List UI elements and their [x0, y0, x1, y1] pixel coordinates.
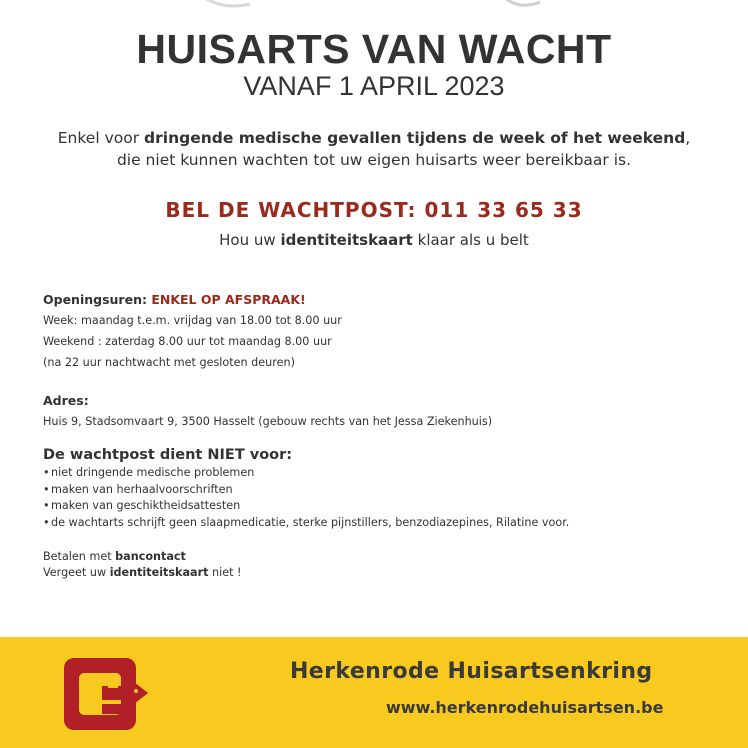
bullet-icon: •: [43, 466, 50, 479]
list-item: [43, 482, 723, 499]
website-link[interactable]: www.herkenrodehuisartsen.be: [386, 698, 664, 717]
page-title: HUISARTS VAN WACHT: [136, 26, 612, 72]
list-item: [43, 498, 723, 515]
bullet-icon: •: [43, 515, 50, 529]
list-item: [43, 515, 723, 532]
brand-name: Herkenrode Huisartsenkring: [290, 659, 653, 684]
payment-pre: Betalen met: [43, 550, 116, 563]
id-card-line: [43, 565, 723, 581]
id-reminder-post: klaar als u belt: [412, 231, 529, 249]
intro-text: [20, 127, 728, 171]
intro-line-1-bold: dringende medische gevallen tijdens de week of het weekend: [144, 129, 686, 147]
opening-hours-line: Week: maandag t.e.m. vrijdag van 18.00 tot 8.00 uur: [43, 314, 342, 327]
herkenrode-logo-icon: [62, 656, 150, 734]
id-reminder-bold: identiteitskaart: [280, 231, 413, 249]
list-item-text: maken van herhaalvoorschriften: [51, 482, 233, 496]
address-section: [43, 390, 723, 432]
list-item-text: maken van geschiktheidsattesten: [51, 499, 241, 512]
address-text: Huis 9, Stadsomvaart 9, 3500 Hasselt (gebouw rechts van het Jessa Ziekenhuis): [43, 415, 493, 428]
list-item-text: niet dringende medische problemen: [51, 466, 255, 479]
id-card-pre: Vergeet uw: [43, 566, 110, 579]
intro-line-1: [20, 127, 728, 149]
opening-hours-highlight: ENKEL OP AFSPRAAK!: [151, 292, 306, 307]
footer-banner: [0, 637, 748, 748]
page-subtitle: VANAF 1 APRIL 2023: [243, 71, 505, 101]
id-card-post: niet !: [208, 566, 242, 579]
payment-bold: bancontact: [115, 550, 186, 563]
intro-line-1-pre: Enkel voor: [57, 129, 145, 147]
opening-hours-heading: [43, 289, 723, 310]
opening-hours: [43, 289, 723, 373]
intro-line-1-post: ,: [685, 129, 691, 147]
opening-hours-line: (na 22 uur nachtwacht met gesloten deuren): [43, 356, 295, 369]
address-label: Adres:: [43, 393, 89, 408]
opening-hours-label: Openingsuren:: [43, 292, 152, 307]
opening-hours-line: Weekend : zaterdag 8.00 uur tot maandag 8.00 uur: [43, 335, 332, 348]
top-decoration: [0, 0, 748, 12]
list-item: [43, 465, 723, 482]
phone-number[interactable]: BEL DE WACHTPOST: 011 33 65 33: [165, 198, 583, 222]
id-card-bold: identiteitskaart: [109, 566, 209, 579]
id-reminder-pre: Hou uw: [219, 231, 281, 249]
list-item-text: de wachtarts schrijft geen slaapmedicatie, sterke pijnstillers, benzodiazepines, Rilatine voor.: [51, 515, 570, 529]
payment-section: [43, 549, 723, 581]
not-for-section: [43, 445, 723, 531]
bullet-icon: •: [43, 482, 50, 496]
not-for-heading: De wachtpost dient NIET voor:: [43, 447, 293, 463]
bullet-icon: •: [43, 499, 50, 512]
payment-line: [43, 549, 723, 565]
id-reminder: [0, 229, 748, 251]
intro-line-2: die niet kunnen wachten tot uw eigen huisarts weer bereikbaar is.: [116, 151, 632, 169]
